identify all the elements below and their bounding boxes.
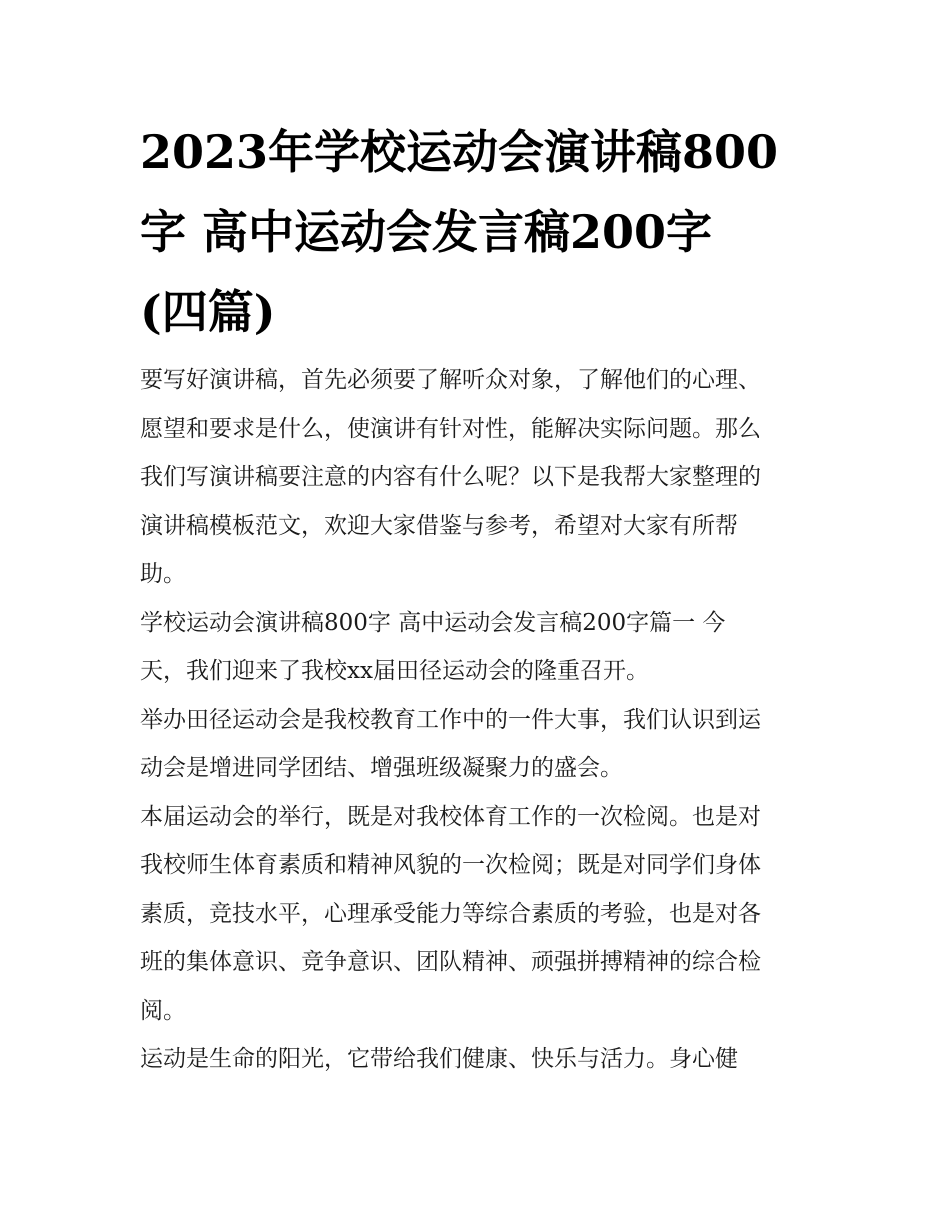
- body-line: 举办田径运动会是我校教育工作中的一件大事，我们认识到运: [140, 706, 761, 733]
- body-line: 运动是生命的阳光，它带给我们健康、快乐与活力。身心健: [140, 1046, 738, 1072]
- body-line: 阅。: [140, 997, 186, 1024]
- body-line: 我们写演讲稿要注意的内容有什么呢？以下是我帮大家整理的: [140, 464, 761, 490]
- body-line: 素质，竞技水平，心理承受能力等综合素质的考验，也是对各: [140, 900, 761, 927]
- body-line: 我校师生体育素质和精神风貌的一次检阅；既是对同学们身体: [140, 852, 761, 878]
- body-line: 演讲稿模板范文，欢迎大家借鉴与参考，希望对大家有所帮: [140, 512, 738, 539]
- body-line: 班的集体意识、竞争意识、团队精神、顽强拼搏精神的综合检: [140, 949, 761, 975]
- body-line: 本届运动会的举行，既是对我校体育工作的一次检阅。也是对: [140, 803, 761, 830]
- body-line: 愿望和要求是什么，使演讲有针对性，能解决实际问题。那么: [140, 415, 761, 442]
- title-line: (四篇): [140, 285, 276, 339]
- title-line: 2023年学校运动会演讲稿800: [140, 125, 779, 179]
- body-line: 要写好演讲稿，首先必须要了解听众对象，了解他们的心理、: [140, 367, 761, 393]
- body-line: 助。: [140, 561, 186, 587]
- body-line: 动会是增进同学团结、增强班级凝聚力的盛会。: [140, 755, 623, 781]
- title-line: 字 高中运动会发言稿200字: [140, 205, 713, 259]
- document-title: [140, 112, 820, 352]
- body-line: 学校运动会演讲稿800字 高中运动会发言稿200字篇一 今: [140, 609, 726, 636]
- document-body: [140, 356, 830, 1084]
- body-line: 天，我们迎来了我校xx届田径运动会的隆重召开。: [140, 658, 649, 684]
